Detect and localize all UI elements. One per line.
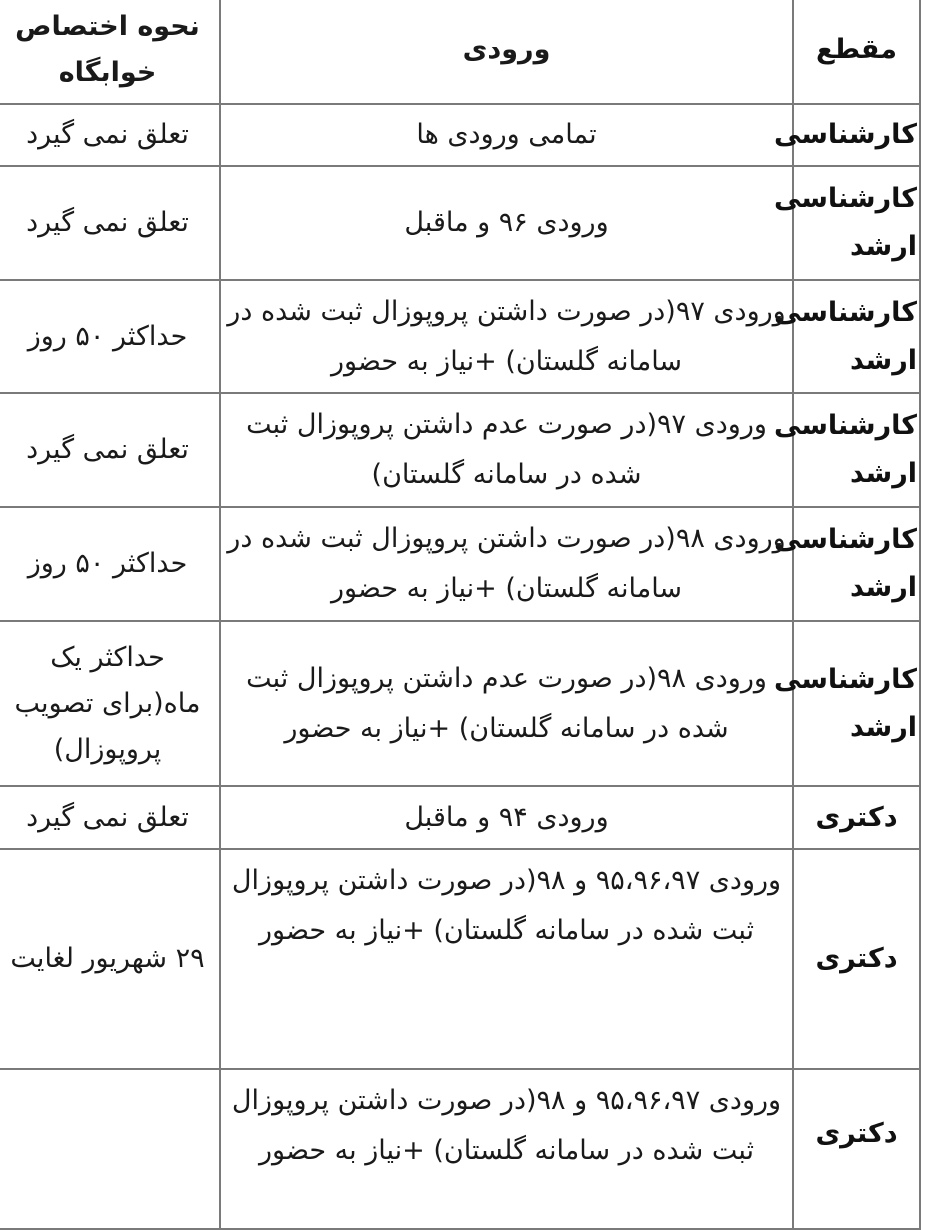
- header-level: مقطع: [793, 0, 920, 104]
- cell-entry: ورودی ۹۴ و ماقبل: [220, 786, 793, 849]
- cell-entry: ورودی ۹۵،۹۶،۹۷ و ۹۸(در صورت داشتن پروپوزال ثبت شده در سامانه گلستان) +نیاز به حضور: [220, 1069, 793, 1229]
- cell-level: دکتری: [793, 786, 920, 849]
- cell-level: کارشناسی: [793, 104, 920, 166]
- cell-level: دکتری: [793, 1069, 920, 1229]
- header-dorm-allocation: نحوه اختصاص خوابگاه: [0, 0, 220, 104]
- table-row: [0, 280, 920, 393]
- cell-entry: ورودی ۹۶ و ماقبل: [220, 166, 793, 280]
- cell-entry: ورودی ۹۸(در صورت داشتن پروپوزال ثبت شده در سامانه گلستان) +نیاز به حضور: [220, 507, 793, 621]
- cell-level: کارشناسی ارشد: [793, 393, 920, 507]
- table-row: [0, 621, 920, 786]
- table-row: [0, 104, 920, 166]
- cell-dorm: ۲۹ شهریور لغایت: [0, 849, 220, 1069]
- table-row: [0, 393, 920, 507]
- cell-dorm: تعلق نمی گیرد: [0, 786, 220, 849]
- cell-entry: ورودی ۹۵،۹۶،۹۷ و ۹۸(در صورت داشتن پروپوزال ثبت شده در سامانه گلستان) +نیاز به حضور: [220, 849, 793, 1069]
- table-header-row: [0, 0, 920, 104]
- cell-entry: ورودی ۹۷(در صورت عدم داشتن پروپوزال ثبت شده در سامانه گلستان): [220, 393, 793, 507]
- cell-dorm: حداکثر ۵۰ روز: [0, 507, 220, 621]
- cell-dorm: حداکثر ۵۰ روز: [0, 280, 220, 393]
- cell-entry: ورودی ۹۸(در صورت عدم داشتن پروپوزال ثبت شده در سامانه گلستان) +نیاز به حضور: [220, 621, 793, 786]
- cell-entry: تمامی ورودی ها: [220, 104, 793, 166]
- table-row: [0, 849, 920, 1069]
- cell-level: کارشناسی ارشد: [793, 280, 920, 393]
- table-row: [0, 507, 920, 621]
- cell-level: کارشناسی ارشد: [793, 507, 920, 621]
- cell-level: کارشناسی ارشد: [793, 166, 920, 280]
- cell-dorm: تعلق نمی گیرد: [0, 393, 220, 507]
- cell-dorm: تعلق نمی گیرد: [0, 166, 220, 280]
- table-row: [0, 166, 920, 280]
- cell-level: دکتری: [793, 849, 920, 1069]
- cell-level: کارشناسی ارشد: [793, 621, 920, 786]
- table-row: [0, 1069, 920, 1229]
- cell-dorm: [0, 1069, 220, 1229]
- cell-dorm: تعلق نمی گیرد: [0, 104, 220, 166]
- cell-entry: ورودی ۹۷(در صورت داشتن پروپوزال ثبت شده در سامانه گلستان) +نیاز به حضور: [220, 280, 793, 393]
- header-entry: ورودی: [220, 0, 793, 104]
- cell-dorm: حداکثر یک ماه(برای تصویب پروپوزال): [0, 621, 220, 786]
- table-row: [0, 786, 920, 849]
